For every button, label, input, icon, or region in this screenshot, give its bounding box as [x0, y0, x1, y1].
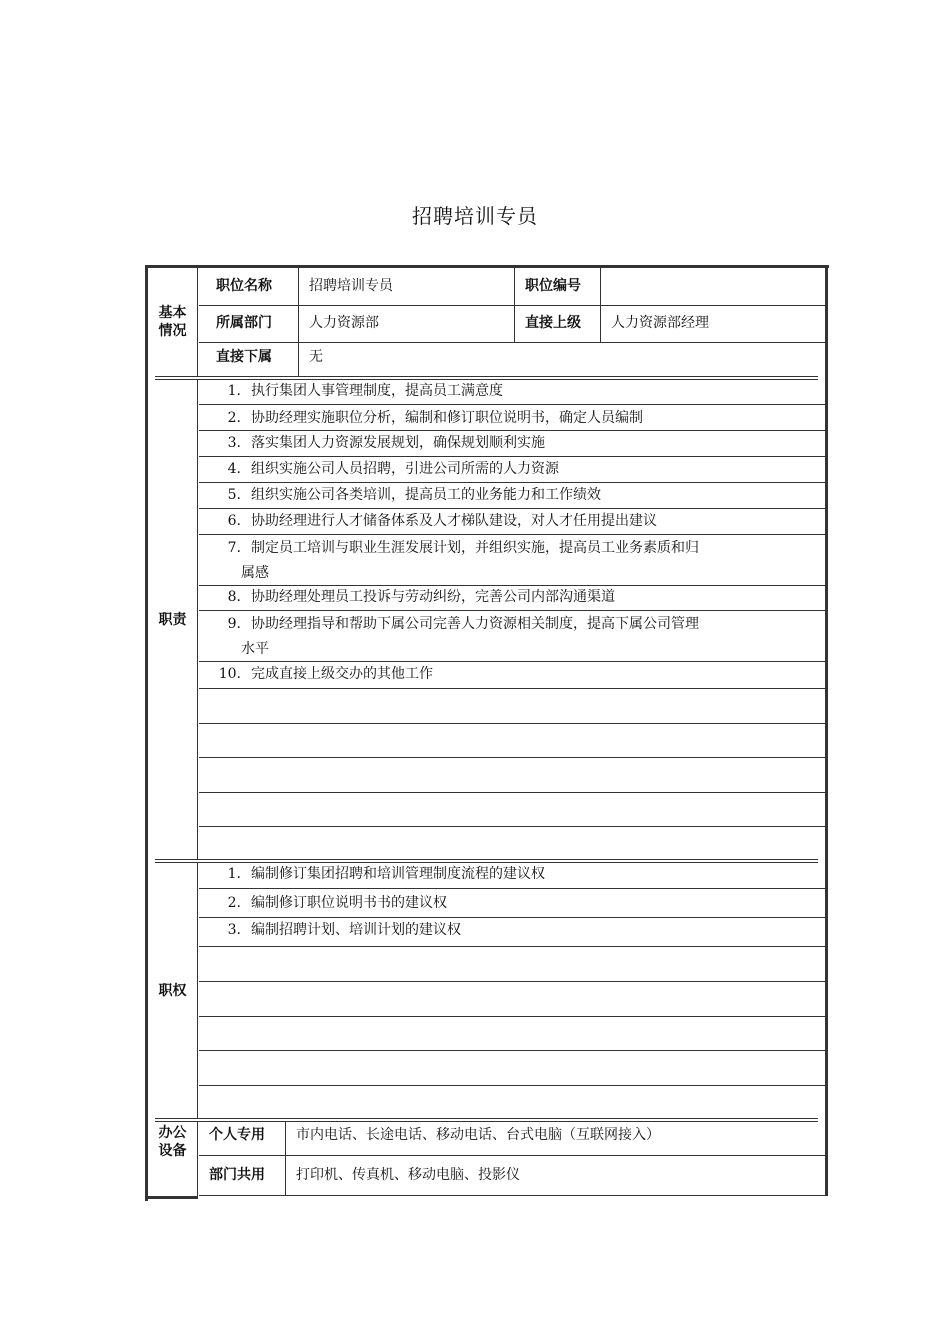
list-item [199, 509, 825, 535]
item-number: 4. [227, 461, 241, 477]
empty-row [199, 1051, 825, 1086]
item-text: 执行集团人事管理制度，提高员工满意度 [251, 383, 503, 399]
item-text: 编制修订集团招聘和培训管理制度流程的建议权 [251, 866, 545, 882]
item-text: 落实集团人力资源发展规划，确保规划顺利实施 [251, 435, 545, 451]
item-text: 协助经理进行人才储备体系及人才梯队建设，对人才任用提出建议 [251, 513, 657, 529]
subordinate-value: 无 [309, 349, 323, 365]
item-text: 组织实施公司各类培训，提高员工的业务能力和工作绩效 [251, 487, 601, 503]
position-code-value [601, 268, 825, 306]
item-number: 6. [227, 513, 241, 529]
section-label-authority: 职权 [148, 863, 198, 1119]
shared-equipment-label: 部门共用 [199, 1156, 286, 1196]
empty-row [199, 689, 825, 724]
item-text: 编制修订职位说明书书的建议权 [251, 895, 447, 911]
list-item [199, 457, 825, 483]
empty-row [199, 1017, 825, 1051]
list-item [199, 405, 825, 431]
list-item [199, 918, 825, 947]
empty-row [199, 724, 825, 758]
item-number: 7. [227, 540, 241, 556]
empty-row [199, 947, 825, 982]
section-label-duties: 职责 [148, 380, 198, 860]
empty-row [199, 827, 825, 860]
empty-row [199, 758, 825, 793]
list-item [199, 889, 825, 918]
item-number: 9. [227, 616, 241, 632]
personal-equipment-value: 市内电话、长途电话、移动电话、台式电脑（互联网接入） [296, 1127, 660, 1143]
item-number: 3. [227, 435, 241, 451]
list-item [199, 586, 825, 611]
list-item [199, 535, 825, 586]
position-name-label: 职位名称 [199, 268, 299, 306]
shared-equipment-value: 打印机、传真机、移动电脑、投影仪 [296, 1167, 520, 1183]
personal-equipment-label: 个人专用 [199, 1122, 286, 1156]
list-item [199, 380, 825, 405]
subordinate-label: 直接下属 [199, 343, 299, 377]
position-code-label: 职位编号 [515, 268, 601, 306]
list-item [199, 431, 825, 457]
table-right-border [825, 265, 828, 1196]
item-number: 5. [227, 487, 241, 503]
table-bottom-left-border [145, 1196, 198, 1199]
item-number: 2. [227, 895, 241, 911]
list-item [199, 483, 825, 509]
item-text: 编制招聘计划、培训计划的建议权 [251, 922, 461, 938]
department-label: 所属部门 [199, 306, 299, 343]
page-title: 招聘培训专员 [412, 204, 538, 228]
section-label-basic: 基本 情况 [148, 268, 198, 376]
item-text: 完成直接上级交办的其他工作 [251, 666, 433, 682]
item-text-continued: 属感 [241, 565, 269, 581]
item-number: 8. [227, 589, 241, 605]
superior-value: 人力资源部经理 [611, 315, 709, 331]
item-text-continued: 水平 [241, 641, 269, 657]
item-number: 10. [218, 666, 241, 682]
item-number: 3. [227, 922, 241, 938]
list-item [199, 662, 825, 689]
table-bottom-border [199, 1195, 828, 1196]
empty-row [199, 982, 825, 1017]
item-text: 组织实施公司人员招聘，引进公司所需的人力资源 [251, 461, 559, 477]
empty-row [199, 1086, 825, 1119]
item-number: 1. [227, 866, 241, 882]
list-item [199, 611, 825, 662]
department-value: 人力资源部 [299, 306, 515, 343]
item-text: 协助经理处理员工投诉与劳动纠纷，完善公司内部沟通渠道 [251, 589, 615, 605]
position-name-value: 招聘培训专员 [299, 268, 515, 306]
item-text: 制定员工培训与职业生涯发展计划，并组织实施，提高员工业务素质和归 [251, 540, 699, 556]
item-text: 协助经理指导和帮助下属公司完善人力资源相关制度，提高下属公司管理 [251, 616, 699, 632]
item-number: 2. [227, 410, 241, 426]
list-item [199, 863, 825, 889]
section-label-equipment: 办公 设备 [148, 1122, 198, 1196]
item-number: 1. [227, 383, 241, 399]
empty-row [199, 793, 825, 827]
superior-label: 直接上级 [515, 306, 601, 343]
item-text: 协助经理实施职位分析，编制和修订职位说明书，确定人员编制 [251, 410, 643, 426]
